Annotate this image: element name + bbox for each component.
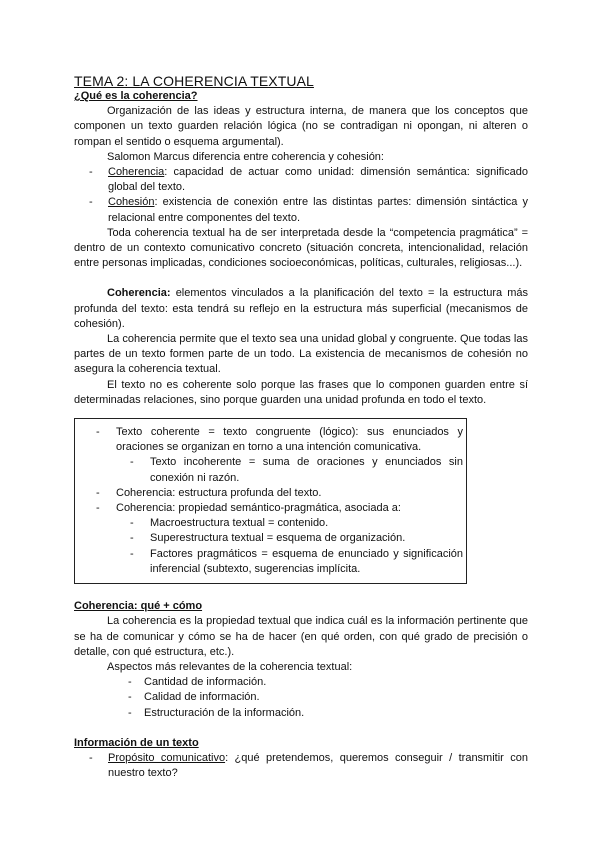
list-item: - Estructuración de la información. bbox=[128, 706, 305, 719]
list-item: - Factores pragmáticos = esquema de enunciado y significación inferencial (subtexto, sugerencias implícita. bbox=[130, 547, 463, 575]
list-item: - Superestructura textual = esquema de organización. bbox=[130, 532, 406, 545]
paragraph: Toda coherencia textual ha de ser interpretada desde la “competencia pragmática” = dentro de un contexto comunicativo concreto (situación concreta, intencionalidad, relación entre personas implicadas, condiciones socioeconómicas, políticas, culturales, religiosas...). bbox=[74, 226, 528, 270]
document-page bbox=[74, 73, 528, 781]
term: Coherencia bbox=[108, 166, 165, 179]
paragraph: La coherencia permite que el texto sea una unidad global y congruente. Que todas las partes de un texto formen parte de un todo. La existencia de mecanismos de cohesión no asegura la coherencia textual. bbox=[74, 333, 528, 376]
summary-box bbox=[74, 418, 467, 584]
list-item: - Texto incoherente = suma de oraciones y enunciados sin conexión ni razón. bbox=[130, 456, 463, 484]
list-item: - Macroestructura textual = contenido. bbox=[130, 517, 329, 530]
paragraph: Coherencia: elementos vinculados a la planificación del texto = la estructura más profunda del texto: esta tendrá su reflejo en la estructura más superficial (mecanismos de cohesión). bbox=[74, 287, 528, 330]
list-item: - Cantidad de información. bbox=[128, 676, 267, 689]
list-item: - Propósito comunicativo: ¿qué pretendemos, queremos conseguir / transmitir con nuestro texto? bbox=[89, 751, 528, 780]
paragraph: La coherencia es la propiedad textual que indica cuál es la información pertinente que se ha de comunicar y cómo se ha de hacer (en qué orden, con qué grado de precisión o detalle, con qué estructura, etc.). bbox=[74, 615, 528, 658]
list-item: - Coherencia: estructura profunda del texto. bbox=[96, 486, 322, 499]
paragraph: Organización de las ideas y estructura interna, de manera que los conceptos que componen un texto guarden relación lógica (no se contradigan ni opongan, ni alteren o rompan el sentido o esquema argumental). bbox=[74, 105, 528, 148]
paragraph: El texto no es coherente solo porque las frases que lo componen guarden entre sí determinadas relaciones, sino porque guarden una unidad profunda en todo el texto. bbox=[74, 378, 528, 406]
term: Propósito comunicativo bbox=[108, 751, 226, 764]
paragraph: Aspectos más relevantes de la coherencia textual: bbox=[107, 660, 353, 673]
paragraph: Salomon Marcus diferencia entre coherencia y cohesión: bbox=[107, 150, 384, 163]
list-item: - Calidad de información. bbox=[128, 691, 260, 704]
list-item: - Coherencia: propiedad semántico-pragmática, asociada a: bbox=[96, 502, 401, 515]
section-heading-que-como: Coherencia: qué + cómo bbox=[74, 600, 203, 613]
list-item: - Texto coherente = texto congruente (lógico): sus enunciados y oraciones se organizan en torno a una intención comunicativa. bbox=[96, 426, 463, 454]
term: Cohesión bbox=[108, 196, 155, 209]
document-title: TEMA 2: LA COHERENCIA TEXTUAL bbox=[74, 73, 314, 89]
list-item: - Coherencia: capacidad de actuar como unidad: dimensión semántica: significado global del texto. bbox=[89, 166, 528, 194]
section-heading-que-es: ¿Qué es la coherencia? bbox=[74, 90, 198, 102]
section-heading-informacion: Información de un texto bbox=[74, 736, 199, 749]
list-item: - Cohesión: existencia de conexión entre las distintas partes: dimensión sintáctica y relacional entre componentes del texto. bbox=[89, 196, 528, 224]
